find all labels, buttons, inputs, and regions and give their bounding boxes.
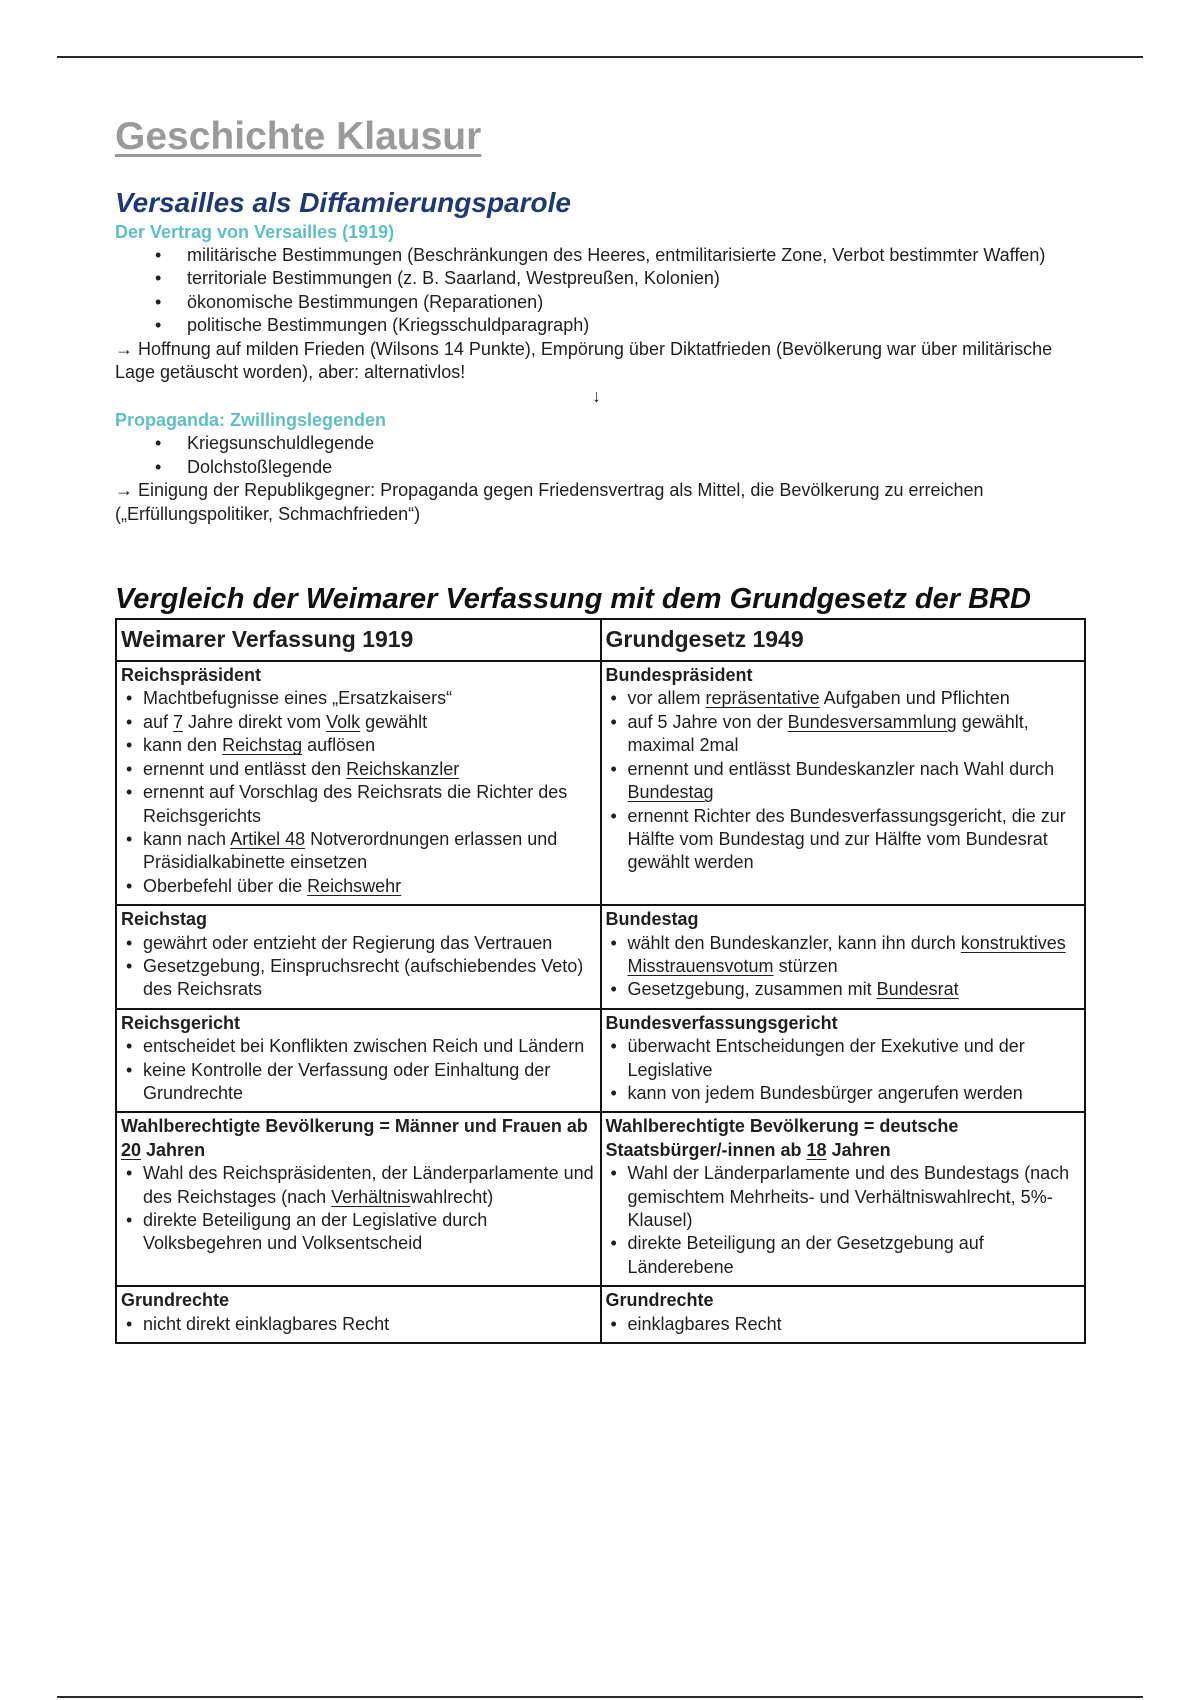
bottom-rule bbox=[57, 1696, 1143, 1698]
bullet-icon: • bbox=[126, 1313, 133, 1334]
list-item bbox=[155, 432, 1091, 455]
comparison-cell-weimar bbox=[116, 1286, 601, 1343]
cell-heading: Reichsgericht bbox=[121, 1012, 241, 1033]
bullet-icon: • bbox=[126, 782, 133, 803]
down-arrow: ↓ bbox=[592, 386, 601, 407]
list-item: • Wahl des Reichspräsidenten, der Länderparlamente und des Reichstages (nach Verhältniswahlrecht) bbox=[126, 1163, 594, 1207]
cell-bullet-list bbox=[606, 1313, 1081, 1336]
list-item: • Gesetzgebung, zusammen mit Bundesrat bbox=[606, 978, 1081, 1001]
document-title: Geschichte Klausur bbox=[115, 115, 482, 158]
list-item: • vor allem repräsentative Aufgaben und Pflichten bbox=[606, 687, 1081, 710]
list-item: • ernennt auf Vorschlag des Reichsrats die Richter des Reichsgerichts bbox=[126, 782, 568, 826]
list-item-text: politische Bestimmungen (Kriegsschuldparagraph) bbox=[187, 315, 590, 336]
bullet-icon: • bbox=[610, 688, 617, 709]
list-item bbox=[155, 267, 1091, 290]
underlined-term: repräsentative bbox=[705, 688, 820, 709]
table-row bbox=[116, 1009, 1085, 1113]
list-item-text: territoriale Bestimmungen (z. B. Saarland, Westpreußen, Kolonien) bbox=[187, 268, 720, 289]
bullet-icon: • bbox=[610, 932, 617, 953]
cell-bullet-list bbox=[606, 1035, 1081, 1105]
list-item: • wählt den Bundeskanzler, kann ihn durch konstruktives Misstrauensvotum stürzen bbox=[610, 932, 1066, 976]
list-item-text: militärische Bestimmungen (Beschränkungen des Heeres, entmilitarisierte Zone, Verbot bestimmter Waffen) bbox=[187, 245, 1046, 265]
comparison-cell-grundgesetz bbox=[601, 1112, 1086, 1286]
list-item-text: ökonomische Bestimmungen (Reparationen) bbox=[187, 291, 544, 312]
cell-heading: Bundestag bbox=[605, 909, 699, 930]
list-item bbox=[155, 314, 1091, 337]
list-item: • nicht direkt einklagbares Recht bbox=[121, 1313, 596, 1336]
bullet-icon: • bbox=[610, 805, 617, 826]
cell-heading: Bundespräsident bbox=[605, 665, 753, 686]
column-header-weimar: Weimarer Verfassung 1919 bbox=[116, 619, 601, 661]
bullet-icon: • bbox=[155, 315, 162, 336]
column-header-grundgesetz: Grundgesetz 1949 bbox=[601, 619, 1086, 661]
comparison-cell-grundgesetz bbox=[601, 1286, 1086, 1343]
list-item bbox=[155, 291, 1091, 314]
underlined-term: Reichskanzler bbox=[346, 758, 460, 779]
cell-bullet-list bbox=[121, 1162, 596, 1256]
bullet-icon: • bbox=[126, 1036, 133, 1057]
underlined-term: Bundesrat bbox=[876, 979, 959, 1000]
underlined-term: Reichstag bbox=[222, 735, 303, 756]
list-item-text: Dolchstoßlegende bbox=[187, 456, 333, 477]
comparison-table bbox=[115, 618, 1086, 1344]
bullet-icon: • bbox=[126, 1210, 133, 1230]
bullet-icon: • bbox=[126, 1163, 133, 1184]
propaganda-subtitle: Propaganda: Zwillingslegenden bbox=[115, 410, 387, 431]
bullet-icon: • bbox=[610, 1233, 617, 1254]
underlined-term: konstruktives Misstrauensvotum bbox=[627, 932, 1066, 976]
comparison-header-row bbox=[116, 619, 1085, 661]
cell-bullet-list bbox=[606, 932, 1081, 1002]
underlined-term: Bundestag bbox=[627, 782, 714, 803]
document-body bbox=[115, 112, 1091, 1344]
list-item-text: Kriegsunschuldlegende bbox=[187, 433, 375, 454]
list-item: • direkte Beteiligung an der Legislative durch Volksbegehren und Volksentscheid bbox=[126, 1210, 488, 1254]
bullet-icon: • bbox=[610, 758, 617, 779]
list-item: • Wahl der Länderparlamente und des Bundestags (nach gemischtem Mehrheits- und Verhältniswahlrecht, 5%-Klausel) bbox=[610, 1163, 1070, 1230]
list-item: • Oberbefehl über die Reichswehr bbox=[121, 875, 596, 898]
top-rule bbox=[57, 56, 1143, 58]
bullet-icon: • bbox=[155, 291, 162, 312]
cell-bullet-list bbox=[606, 687, 1081, 874]
underlined-term: Volk bbox=[326, 711, 361, 732]
list-item: • einklagbares Recht bbox=[606, 1313, 1081, 1336]
list-item: • überwacht Entscheidungen der Exekutive und der Legislative bbox=[610, 1036, 1025, 1080]
underlined-term: Reichswehr bbox=[307, 875, 402, 896]
comparison-cell-grundgesetz bbox=[601, 905, 1086, 1009]
list-item: • Machtbefugnisse eines „Ersatzkaisers“ bbox=[121, 687, 596, 710]
cell-bullet-list bbox=[121, 1313, 596, 1336]
list-item: • ernennt und entlässt Bundeskanzler nach Wahl durch Bundestag bbox=[610, 758, 1055, 803]
bullet-icon: • bbox=[126, 875, 133, 896]
underlined-term: Artikel 48 bbox=[230, 828, 306, 849]
bullet-icon: • bbox=[610, 711, 617, 732]
list-item: • auf 7 Jahre direkt vom Volk gewählt bbox=[121, 711, 596, 734]
bullet-icon: • bbox=[610, 979, 617, 1000]
bullet-icon: • bbox=[155, 245, 162, 265]
bullet-icon: • bbox=[126, 688, 133, 709]
cell-heading: Grundrechte bbox=[121, 1290, 230, 1311]
bullet-icon: • bbox=[155, 456, 162, 477]
cell-heading: Wahlberechtigte Bevölkerung = Männer und Frauen ab 20 Jahren bbox=[121, 1116, 588, 1160]
list-item: • kann den Reichstag auflösen bbox=[121, 734, 596, 757]
table-row bbox=[116, 905, 1085, 1009]
comparison-table-body bbox=[116, 661, 1085, 1343]
propaganda-conclusion: → Einigung der Republikgegner: Propaganda gegen Friedensvertrag als Mittel, die Bevölkerung zu erreichen („Erfüllungspolitiker, Schmachfrieden“) bbox=[115, 480, 984, 524]
comparison-title: Vergleich der Weimarer Verfassung mit dem Grundgesetz der BRD bbox=[115, 583, 1031, 616]
cell-heading: Reichspräsident bbox=[121, 665, 262, 686]
comparison-cell-weimar bbox=[116, 661, 601, 905]
cell-heading: Bundesverfassungsgericht bbox=[605, 1012, 838, 1033]
cell-heading: Reichstag bbox=[121, 909, 208, 930]
list-item: • kann nach Artikel 48 Notverordnungen erlassen und Präsidialkabinette einsetzen bbox=[126, 828, 558, 873]
cell-heading: Wahlberechtigte Bevölkerung = deutsche Staatsbürger/-innen ab 18 Jahren bbox=[605, 1116, 959, 1160]
cell-bullet-list bbox=[121, 932, 596, 1002]
bullet-icon: • bbox=[126, 932, 133, 953]
bullet-icon: • bbox=[126, 828, 133, 849]
underlined-term: Bundesversammlung bbox=[787, 711, 957, 732]
list-item bbox=[155, 456, 1091, 479]
list-item: • kann von jedem Bundesbürger angerufen werden bbox=[606, 1082, 1081, 1105]
cell-bullet-list bbox=[121, 1035, 596, 1105]
bullet-icon: • bbox=[610, 1163, 617, 1184]
cell-heading: Grundrechte bbox=[605, 1290, 714, 1311]
table-row bbox=[116, 661, 1085, 905]
comparison-cell-grundgesetz bbox=[601, 661, 1086, 905]
propaganda-bullet-list bbox=[115, 432, 1091, 479]
bullet-icon: • bbox=[126, 735, 133, 756]
bullet-icon: • bbox=[126, 758, 133, 779]
bullet-icon: • bbox=[126, 711, 133, 732]
comparison-cell-grundgesetz bbox=[601, 1009, 1086, 1113]
comparison-cell-weimar bbox=[116, 1112, 601, 1286]
bullet-icon: • bbox=[126, 1059, 133, 1080]
comparison-cell-weimar bbox=[116, 905, 601, 1009]
bullet-icon: • bbox=[610, 1313, 617, 1334]
list-item: • ernennt und entlässt den Reichskanzler bbox=[121, 758, 596, 781]
vertrag-bullet-list bbox=[115, 244, 1091, 338]
list-item: • direkte Beteiligung an der Gesetzgebung auf Länderebene bbox=[610, 1233, 984, 1277]
cell-bullet-list bbox=[121, 687, 596, 898]
table-row bbox=[116, 1112, 1085, 1286]
list-item: • gewährt oder entzieht der Regierung das Vertrauen bbox=[121, 932, 596, 955]
underlined-term: 18 bbox=[806, 1139, 827, 1160]
list-item: • ernennt Richter des Bundesverfassungsgericht, die zur Hälfte vom Bundestag und zur Hälfte vom Bundesrat gewählt werden bbox=[610, 805, 1066, 873]
table-row bbox=[116, 1286, 1085, 1343]
versailles-conclusion: → Hoffnung auf milden Frieden (Wilsons 14 Punkte), Empörung über Diktatfrieden (Bevölkerung war über militärische Lage getäuscht worden), aber: alternativlos! bbox=[115, 338, 1053, 383]
list-item: • auf 5 Jahre von der Bundesversammlung gewählt, maximal 2mal bbox=[610, 711, 1029, 756]
underlined-term: 7 bbox=[173, 711, 184, 732]
versailles-section-title: Versailles als Diffamierungsparole bbox=[115, 187, 571, 218]
list-item: • Gesetzgebung, Einspruchsrecht (aufschiebendes Veto) des Reichsrats bbox=[126, 955, 584, 1000]
underlined-term: 20 bbox=[121, 1139, 142, 1160]
bullet-icon: • bbox=[610, 1082, 617, 1103]
bullet-icon: • bbox=[155, 268, 162, 289]
list-item bbox=[155, 244, 1091, 267]
cell-bullet-list bbox=[606, 1162, 1081, 1279]
list-item: • entscheidet bei Konflikten zwischen Reich und Ländern bbox=[121, 1035, 596, 1058]
bullet-icon: • bbox=[610, 1036, 617, 1057]
comparison-cell-weimar bbox=[116, 1009, 601, 1113]
bullet-icon: • bbox=[155, 433, 162, 454]
vertrag-subtitle: Der Vertrag von Versailles (1919) bbox=[115, 222, 395, 242]
bullet-icon: • bbox=[126, 955, 133, 976]
list-item: • keine Kontrolle der Verfassung oder Einhaltung der Grundrechte bbox=[126, 1059, 551, 1103]
underlined-term: Verhältnis bbox=[331, 1186, 411, 1207]
